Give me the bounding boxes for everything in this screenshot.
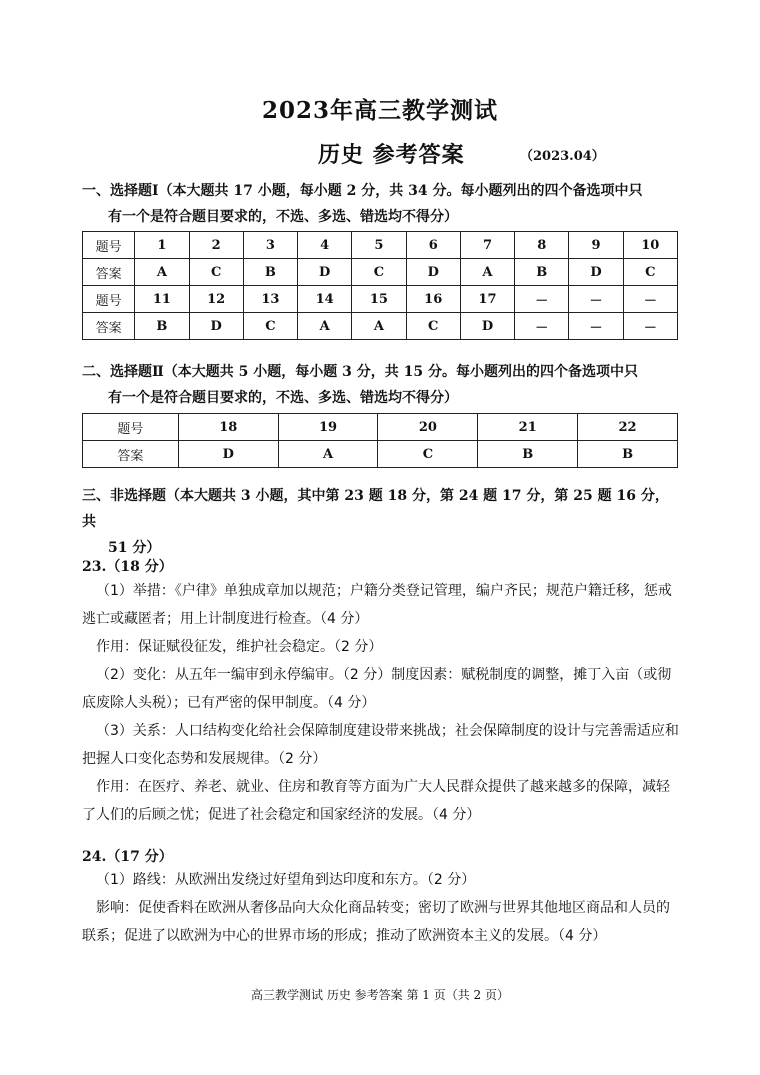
table-row	[83, 414, 678, 441]
question-number: 3	[243, 232, 297, 259]
answer-cell: C	[189, 259, 243, 286]
question-number: －	[569, 286, 623, 313]
row-label-question: 题号	[83, 286, 135, 313]
answer-cell: B	[135, 313, 189, 340]
question-number: 13	[243, 286, 297, 313]
question-number: 1	[135, 232, 189, 259]
question-number: 20	[378, 414, 478, 441]
row-label-answer: 答案	[83, 259, 135, 286]
answer-cell: D	[178, 441, 278, 468]
section1-heading	[82, 178, 682, 230]
question-number: 19	[278, 414, 378, 441]
page-title: 2023年高三教学测试	[261, 97, 498, 124]
answer-cell: A	[352, 313, 406, 340]
answer-cell: C	[352, 259, 406, 286]
question-number: 15	[352, 286, 406, 313]
row-label-answer: 答案	[83, 313, 135, 340]
table-row	[83, 441, 678, 468]
answer-cell: B	[243, 259, 297, 286]
answer-cell: A	[278, 441, 378, 468]
question-number: 7	[460, 232, 514, 259]
answer-cell: －	[623, 313, 677, 340]
section2-answer-table	[82, 413, 678, 468]
answer-cell: C	[406, 313, 460, 340]
answer-cell: D	[298, 259, 352, 286]
answer-cell: A	[298, 313, 352, 340]
question-number: 17	[460, 286, 514, 313]
question-number: 9	[569, 232, 623, 259]
page-subtitle: 历史 参考答案	[318, 142, 465, 168]
question-number: 8	[515, 232, 569, 259]
answer-cell: A	[135, 259, 189, 286]
answer-cell: B	[578, 441, 678, 468]
answer-cell: C	[243, 313, 297, 340]
answer-cell: B	[478, 441, 578, 468]
q24-part1-impact: 影响：促使香料在欧洲从奢侈品向大众化商品转变；密切了欧洲与世界其他地区商品和人员的联系；促进了以欧洲为中心的世界市场的形成；推动了欧洲资本主义的发展。（4 分）	[82, 900, 670, 944]
answer-cell: D	[406, 259, 460, 286]
section1-answer-table	[82, 231, 678, 340]
section2-heading	[82, 359, 682, 411]
question-23-heading: 23.（18 分）	[82, 559, 173, 575]
question-24-heading: 24.（17 分）	[82, 849, 173, 865]
question-number: 18	[178, 414, 278, 441]
answer-cell: C	[623, 259, 677, 286]
question-number: －	[623, 286, 677, 313]
table-row	[83, 286, 678, 313]
q23-part3-effect: 作用：在医疗、养老、就业、住房和教育等方面为广大人民群众提供了越来越多的保障，减轻了人们的后顾之忧；促进了社会稳定和国家经济的发展。（4 分）	[82, 779, 670, 823]
question-number: －	[515, 286, 569, 313]
q23-part1-measures: （1）举措：《户律》单独成章加以规范；户籍分类登记管理，编户齐民；规范户籍迁移，惩戒逃亡或藏匿者；用上计制度进行检查。（4 分）	[82, 583, 672, 627]
q23-part1-effect: 作用：保证赋役征发，维护社会稳定。（2 分）	[96, 639, 383, 655]
answer-cell: －	[515, 313, 569, 340]
section2-line1: 二、选择题Ⅱ（本大题共 5 小题，每小题 3 分，共 15 分。每小题列出的四个备选项中只	[82, 364, 639, 380]
answer-cell: B	[515, 259, 569, 286]
answer-cell: D	[189, 313, 243, 340]
exam-date: （2023.04）	[520, 149, 605, 164]
row-label-answer: 答案	[83, 441, 179, 468]
q24-part1-route: （1）路线：从欧洲出发绕过好望角到达印度和东方。（2 分）	[96, 872, 476, 888]
q23-part3-relation: （3）关系：人口结构变化给社会保障制度建设带来挑战；社会保障制度的设计与完善需适应和把握人口变化态势和发展规律。（2 分）	[82, 723, 679, 767]
table-row	[83, 232, 678, 259]
question-number: 4	[298, 232, 352, 259]
question-number: 6	[406, 232, 460, 259]
question-number: 5	[352, 232, 406, 259]
section1-line2: 有一个是符合题目要求的，不选、多选、错选均不得分）	[108, 209, 458, 225]
answer-cell: D	[569, 259, 623, 286]
row-label-question: 题号	[83, 414, 179, 441]
section3-line2: 51 分）	[108, 540, 161, 556]
table-row	[83, 313, 678, 340]
q23-part2-change: （2）变化：从五年一编审到永停编审。（2 分）制度因素：赋税制度的调整，摊丁入亩（或彻底废除人头税）；已有严密的保甲制度。（4 分）	[82, 667, 672, 711]
question-number: 11	[135, 286, 189, 313]
section3-heading	[82, 483, 682, 561]
answer-cell: －	[569, 313, 623, 340]
question-number: 21	[478, 414, 578, 441]
table-row	[83, 259, 678, 286]
section2-line2: 有一个是符合题目要求的，不选、多选、错选均不得分）	[108, 390, 458, 406]
question-number: 10	[623, 232, 677, 259]
question-number: 16	[406, 286, 460, 313]
page-footer: 高三教学测试 历史 参考答案 第 1 页（共 2 页）	[251, 988, 509, 1002]
question-number: 22	[578, 414, 678, 441]
section1-line1: 一、选择题Ⅰ（本大题共 17 小题，每小题 2 分，共 34 分。每小题列出的四个备选项中只	[82, 183, 643, 199]
question-number: 12	[189, 286, 243, 313]
row-label-question: 题号	[83, 232, 135, 259]
answer-cell: D	[460, 313, 514, 340]
section3-line1: 三、非选择题（本大题共 3 小题，其中第 23 题 18 分，第 24 题 17 分，第 25 题 16 分，共	[82, 488, 669, 530]
answer-cell: C	[378, 441, 478, 468]
question-number: 2	[189, 232, 243, 259]
question-number: 14	[298, 286, 352, 313]
answer-cell: A	[460, 259, 514, 286]
subtitle-row	[0, 138, 760, 168]
